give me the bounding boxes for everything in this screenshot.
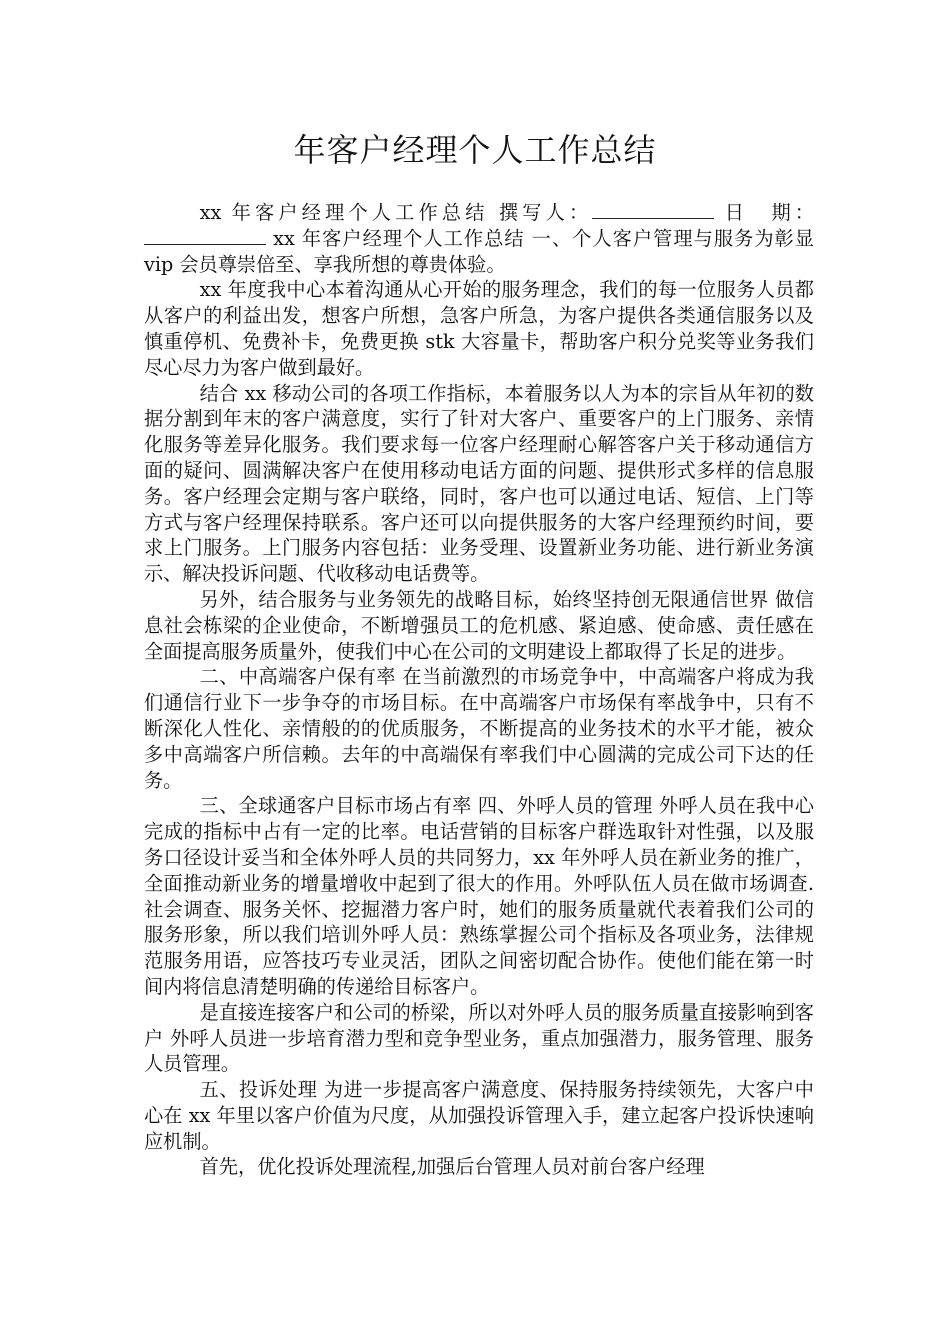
document-body <box>144 200 814 1180</box>
paragraph: 另外，结合服务与业务领先的战略目标，始终坚持创无限通信世界 做信息社会栋梁的企业使命，不断增强员工的危机感、紧迫感、使命感、责任感在全面提高服务质量外，使我们中心在公司的文明建设上都取得了长足的进步。 <box>144 587 814 663</box>
header-tail-text: xx 年客户经理个人工作总结 一、个人客户管理与服务为彰显 vip 会员尊崇倍至、享我所想的尊贵体验。 <box>144 226 814 276</box>
paragraph: 三、全球通客户目标市场占有率 四、外呼人员的管理 外呼人员在我中心完成的指标中占有一定的比率。电话营销的目标客户群选取针对性强，以及服务口径设计妥当和全体外呼人员的共同努力，xx 年外呼人员在新业务的推广，全面推动新业务的增量增收中起到了很大的作用。外呼队伍人员在做市场调查.社会调查、服务关怀、挖掘潜力客户时，她们的服务质量就代表着我们公司的服务形象，所以我们培训外呼人员：熟练掌握公司个指标及各项业务，法律规范服务用语，应答技巧专业灵活，团队之间密切配合协作。使他们能在第一时间内将信息清楚明确的传递给目标客户。 <box>144 794 814 998</box>
paragraph: 结合 xx 移动公司的各项工作指标，本着服务以人为本的宗旨从年初的数据分割到年末的客户满意度，实行了针对大客户、重要客户的上门服务、亲情化服务等差异化服务。我们要求每一位客户经理耐心解答客户关于移动通信方面的疑问、圆满解决客户在使用移动电话方面的问题、提供形式多样的信息服务。客户经理会定期与客户联络，同时，客户也可以通过电话、短信、上门等方式与客户经理保持联系。客户还可以向提供服务的大客户经理预约时间，要求上门服务。上门服务内容包括：业务受理、设置新业务功能、进行新业务演示、解决投诉问题、代收移动电话费等。 <box>144 381 814 586</box>
paragraph: 首先，优化投诉处理流程,加强后台管理人员对前台客户经理 <box>199 1155 705 1179</box>
date-label: 日 期： <box>714 201 814 224</box>
header-lead-text: xx 年客户经理个人工作总结 撰写人： <box>199 201 593 224</box>
author-blank-line <box>592 202 714 219</box>
paragraph: 二、中高端客户保有率 在当前激烈的市场竞争中，中高端客户将成为我们通信行业下一步争夺的市场目标。在中高端客户市场保有率战争中，只有不断深化人性化、亲情般的的优质服务，不断提高的业务技术的水平才能，被众多中高端客户所信赖。去年的中高端保有率我们中心圆满的完成公司下达的任务。 <box>144 665 814 792</box>
paragraph: xx 年度我中心本着沟通从心开始的服务理念，我们的每一位服务人员都从客户的利益出发，想客户所想，急客户所急，为客户提供各类通信服务以及慎重停机、免费补卡，免费更换 stk 大容量卡，帮助客户积分兑奖等业务我们尽心尽力为客户做到最好。 <box>144 278 814 379</box>
date-blank-line <box>144 228 266 245</box>
paragraph: 是直接连接客户和公司的桥梁，所以对外呼人员的服务质量直接影响到客户 外呼人员进一步培育潜力型和竞争型业务，重点加强潜力，服务管理、服务人员管理。 <box>144 1000 814 1076</box>
paragraph: 五、投诉处理 为进一步提高客户满意度、保持服务持续领先，大客户中心在 xx 年里以客户价值为尺度，从加强投诉管理入手，建立起客户投诉快速响应机制。 <box>144 1078 814 1153</box>
header-paragraph <box>144 200 814 277</box>
document-title: 年客户经理个人工作总结 <box>293 131 657 169</box>
